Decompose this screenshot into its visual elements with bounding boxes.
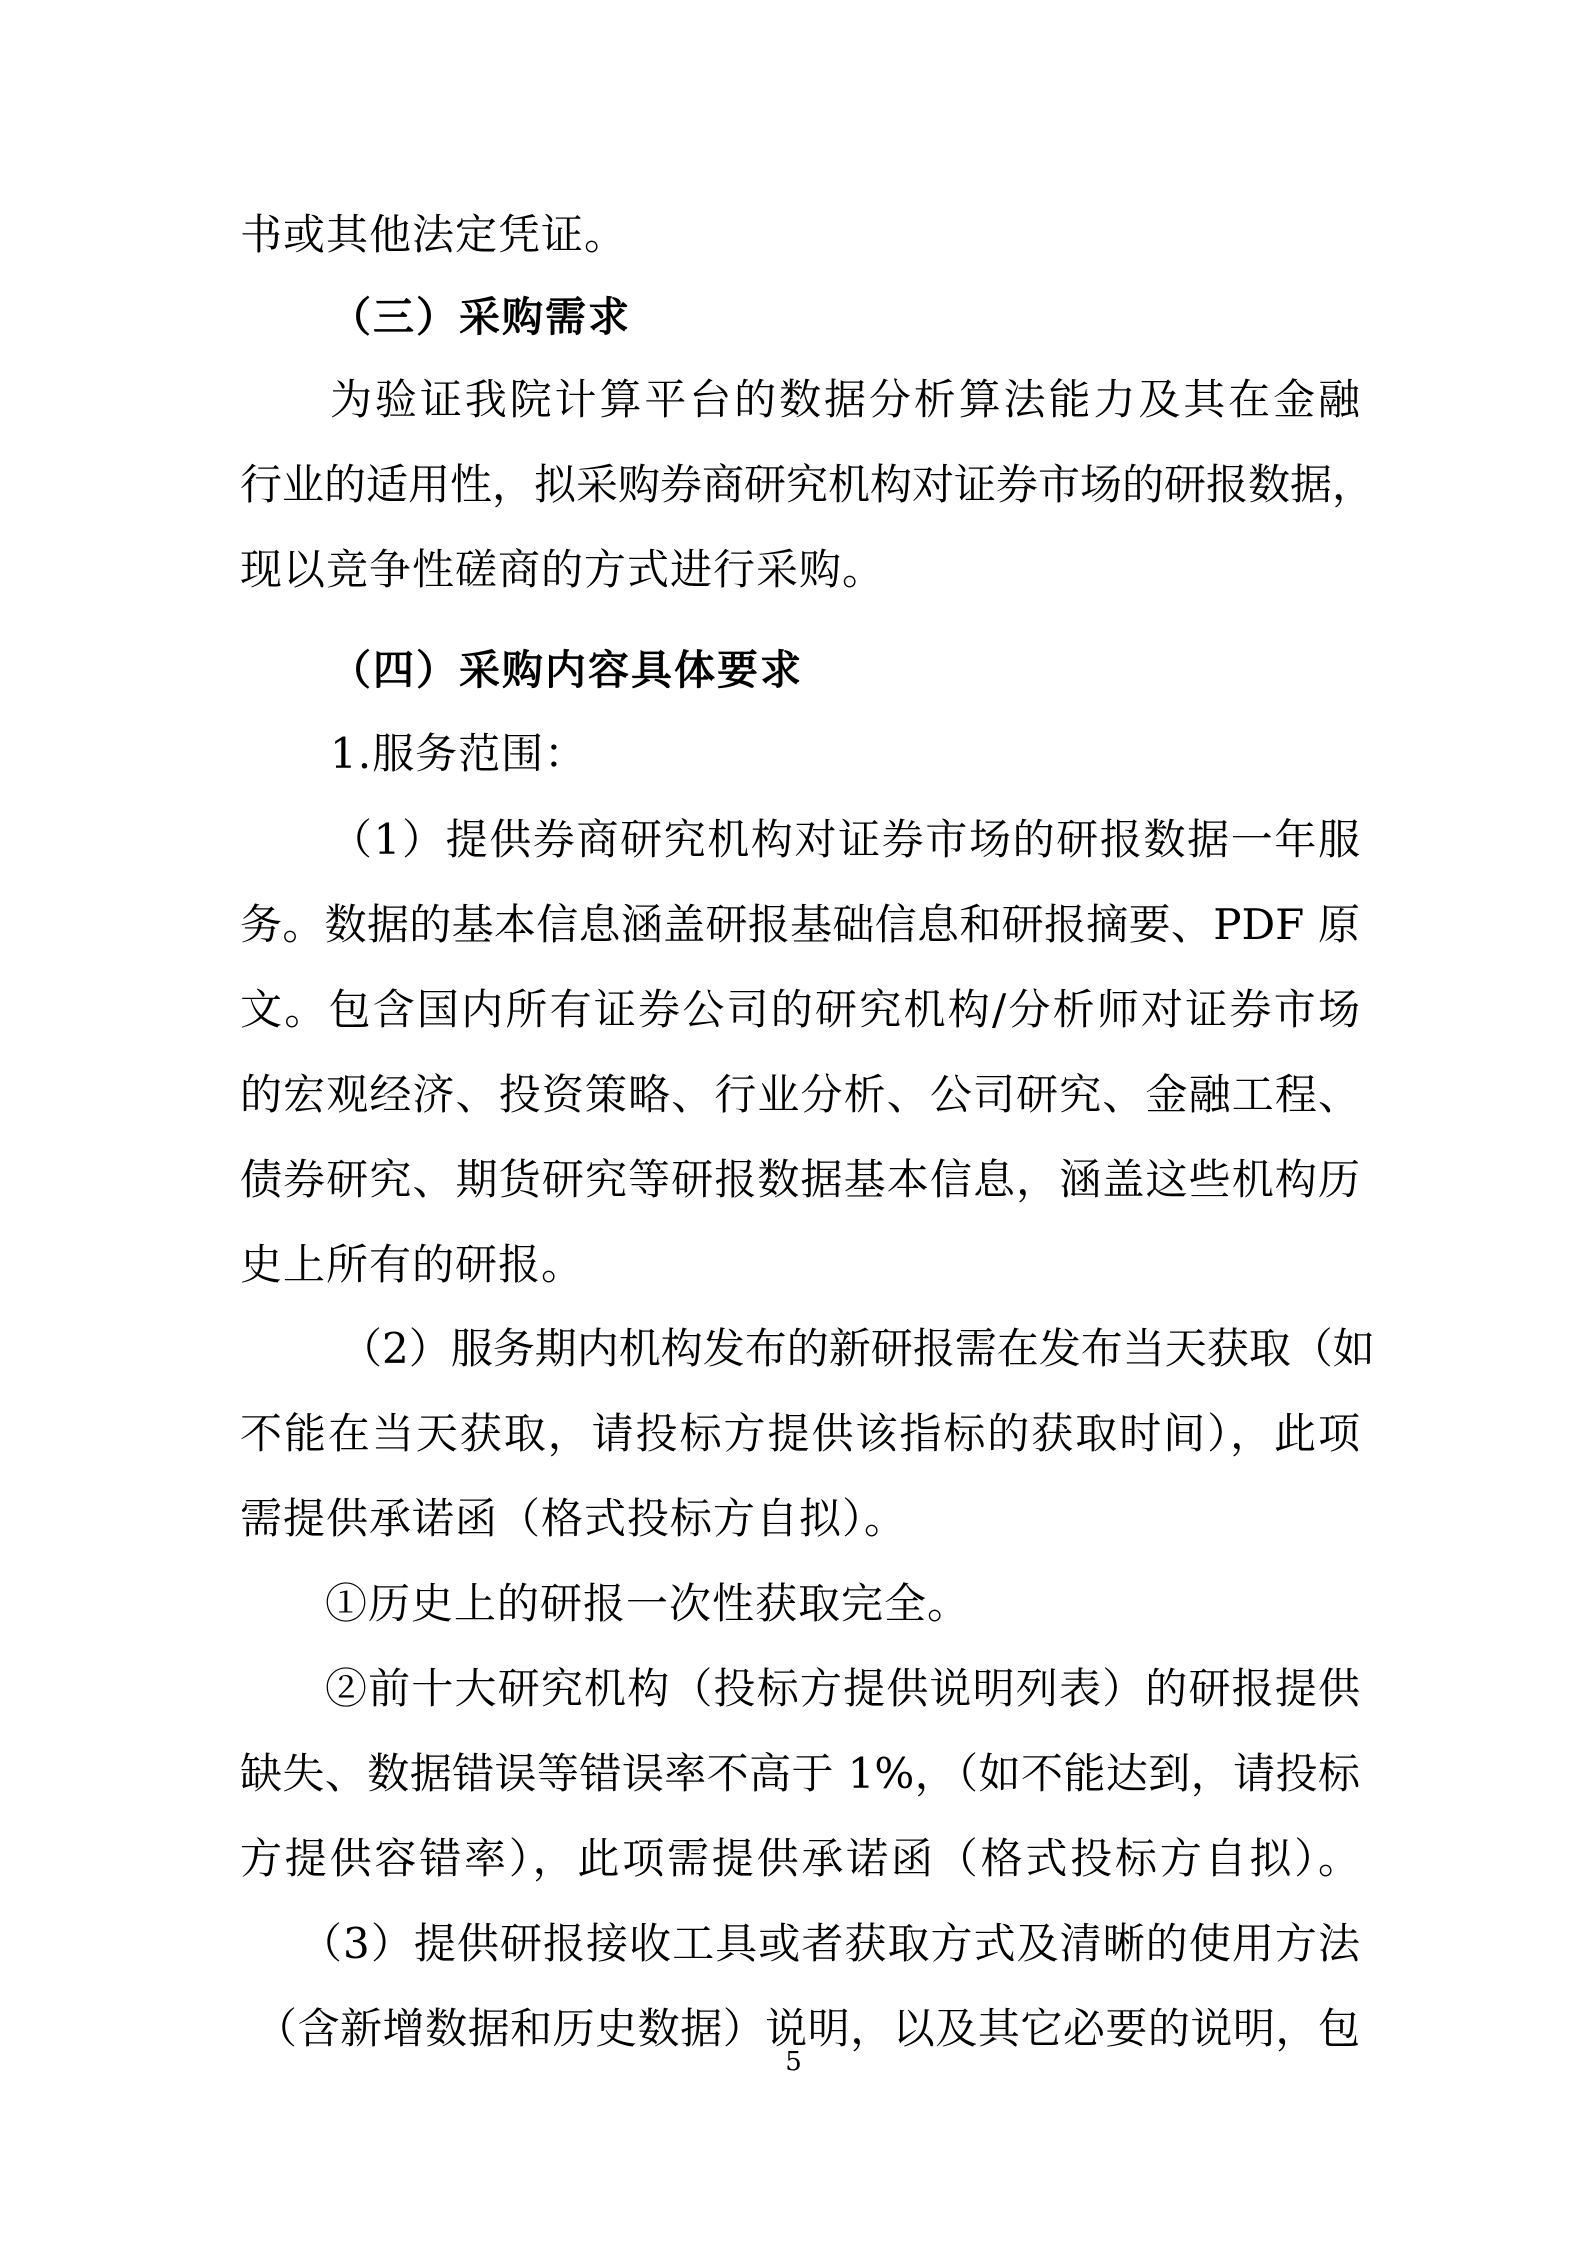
paragraph-line: 需提供承诺函（格式投标方自拟）。 — [240, 1494, 908, 1543]
paragraph-line: 不能在当天获取，请投标方提供该指标的获取时间），此项 — [240, 1409, 1360, 1458]
paragraph-line: 1.服务范围： — [330, 729, 588, 778]
section-heading-procurement-needs: （三）采购需求 — [330, 293, 631, 341]
paragraph-line: （含新增数据和历史数据）说明，以及其它必要的说明，包 — [255, 2004, 1360, 2053]
paragraph-line: 方提供容错率），此项需提供承诺函（格式投标方自拟）。 — [240, 1834, 1360, 1883]
section-heading-content-requirements: （四）采购内容具体要求 — [330, 646, 803, 694]
paragraph-line: 现以竞争性磋商的方式进行采购。 — [240, 545, 886, 594]
paragraph-line: ②前十大研究机构（投标方提供说明列表）的研报提供 — [325, 1664, 1360, 1713]
paragraph-line: 为验证我院计算平台的数据分析算法能力及其在金融 — [330, 375, 1360, 424]
paragraph-line: 文。包含国内所有证券公司的研究机构/分析师对证券市场 — [240, 985, 1360, 1034]
paragraph-line: （2）服务期内机构发布的新研报需在发布当天获取（如 — [340, 1324, 1375, 1373]
paragraph-line: （1）提供券商研究机构对证券市场的研报数据一年服 — [330, 815, 1360, 864]
paragraph-line: ①历史上的研报一次性获取完全。 — [325, 1579, 971, 1628]
paragraph-line: 的宏观经济、投资策略、行业分析、公司研究、金融工程、 — [240, 1070, 1360, 1119]
paragraph-line: 缺失、数据错误等错误率不高于 1%，（如不能达到，请投标 — [240, 1749, 1360, 1798]
page-number: 5 — [785, 2047, 802, 2077]
paragraph-line: （3）提供研报接收工具或者获取方式及清晰的使用方法 — [300, 1919, 1360, 1968]
paragraph-line: 行业的适用性，拟采购券商研究机构对证券市场的研报数据， — [240, 460, 1375, 509]
paragraph-line: 史上所有的研报。 — [240, 1240, 585, 1289]
paragraph-line: 务。数据的基本信息涵盖研报基础信息和研报摘要、PDF 原 — [240, 900, 1360, 949]
paragraph-line: 债券研究、期货研究等研报数据基本信息，涵盖这些机构历 — [240, 1155, 1360, 1204]
paragraph-line: 书或其他法定凭证。 — [240, 210, 628, 259]
